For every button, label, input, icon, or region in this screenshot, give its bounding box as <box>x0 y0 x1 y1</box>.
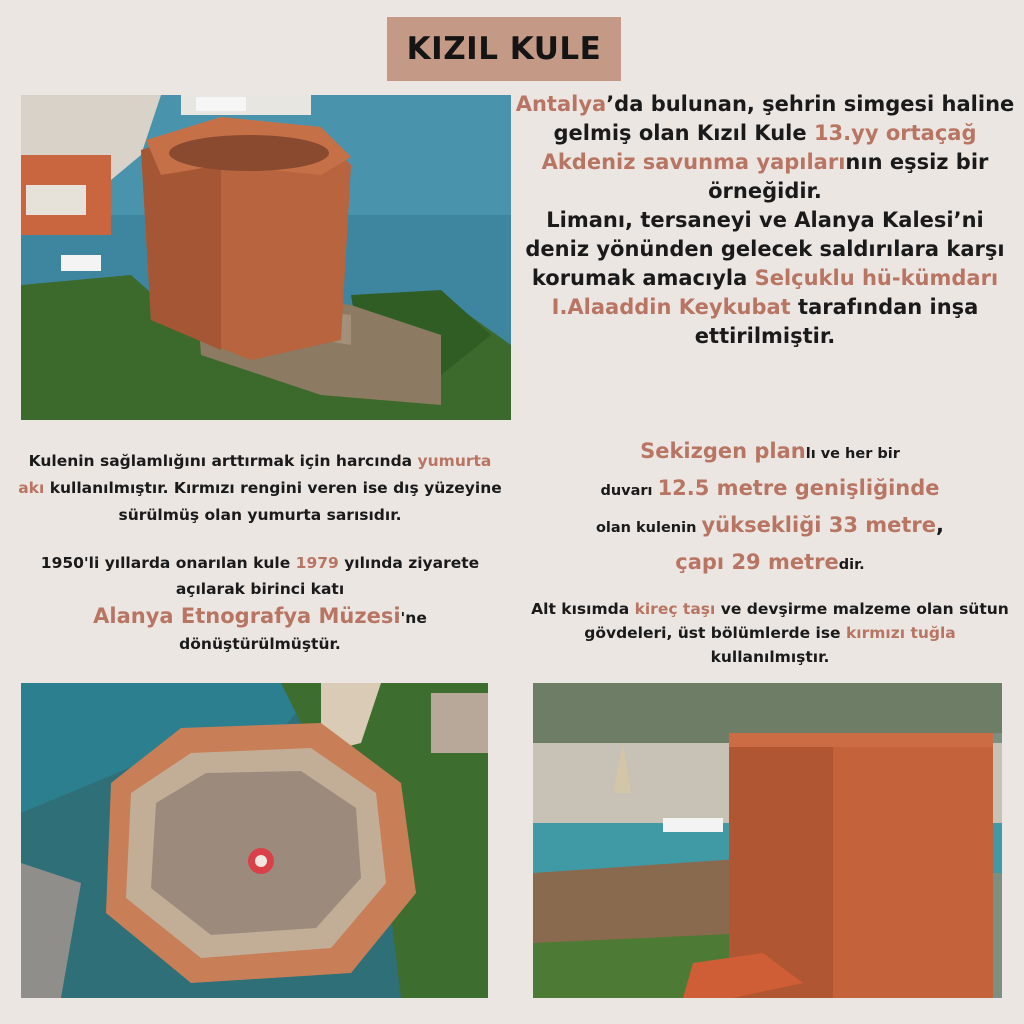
museum-text-3: 'ne <box>400 609 427 627</box>
intro-text-2: nın eşsiz bir örneğidir. <box>708 150 989 203</box>
title-banner <box>387 17 621 81</box>
museum-text-2: yılında ziyarete açılarak birinci katı <box>175 554 480 598</box>
materials-text-1: Alt kısımda <box>531 600 635 618</box>
dimensions-text-3: olan kulenin <box>595 520 702 536</box>
dimensions-text-2: duvarı <box>600 483 658 499</box>
materials-paragraph <box>525 597 1015 669</box>
intro-highlight-century: 13.yy ortaçağ Akdeniz savunma yapıları <box>541 121 977 174</box>
mortar-text-1: Kulenin sağlamlığını arttırmak için harcında <box>28 452 418 470</box>
dimensions-highlight-height: yüksekliği 33 metre <box>701 513 937 537</box>
museum-highlight-year: 1979 <box>295 554 339 572</box>
intro-paragraph <box>515 90 1015 351</box>
museum-paragraph <box>15 550 505 657</box>
mortar-paragraph <box>15 448 505 529</box>
dimensions-paragraph <box>530 434 1010 582</box>
museum-highlight-name: Alanya Etnografya Müzesi <box>93 604 401 628</box>
dimensions-highlight-width: 12.5 metre genişliğinde <box>657 476 940 500</box>
mortar-text-2: kullanılmıştır. Kırmızı rengini veren ise dış yüzeyine sürülmüş olan yumurta sarısıdır. <box>44 479 502 524</box>
intro-text-1: ’da bulunan, şehrin simgesi haline gelmiş olan Kızıl Kule <box>553 92 1015 145</box>
materials-highlight-limestone: kireç taşı <box>634 600 716 618</box>
dimensions-comma: , <box>936 513 945 537</box>
museum-text-4: dönüştürülmüştür. <box>179 635 341 653</box>
mortar-highlight-egg-white: yumurta akı <box>18 452 492 497</box>
dimensions-text-4: dir. <box>838 557 865 573</box>
page-title: KIZIL KULE <box>406 31 602 67</box>
dimensions-text-1: lı ve her bir <box>805 446 900 462</box>
intro-text-4: tarafından inşa ettirilmiştir. <box>694 295 979 348</box>
materials-text-2: ve devşirme malzeme olan sütun gövdeleri, üst bölümlerde ise <box>584 600 1009 642</box>
materials-highlight-brick: kırmızı tuğla <box>845 624 956 642</box>
tower-side-view-photo <box>533 683 1002 998</box>
tower-top-view-photo <box>21 683 488 998</box>
museum-text-1: 1950'li yıllarda onarılan kule <box>40 554 296 572</box>
dimensions-highlight-plan: Sekizgen plan <box>640 439 806 463</box>
intro-highlight-sultan: Selçuklu hü-kümdarı I.Alaaddin Keykubat <box>551 266 999 319</box>
materials-text-3: kullanılmıştır. <box>710 648 830 666</box>
dimensions-highlight-diameter: çapı 29 metre <box>675 550 839 574</box>
intro-highlight-antalya: Antalya <box>515 92 607 116</box>
intro-text-3: Limanı, tersaneyi ve Alanya Kalesi’ni deniz yönünden gelecek saldırılara karşı korumak amacıyla <box>525 208 1005 290</box>
tower-aerial-photo <box>21 95 511 420</box>
